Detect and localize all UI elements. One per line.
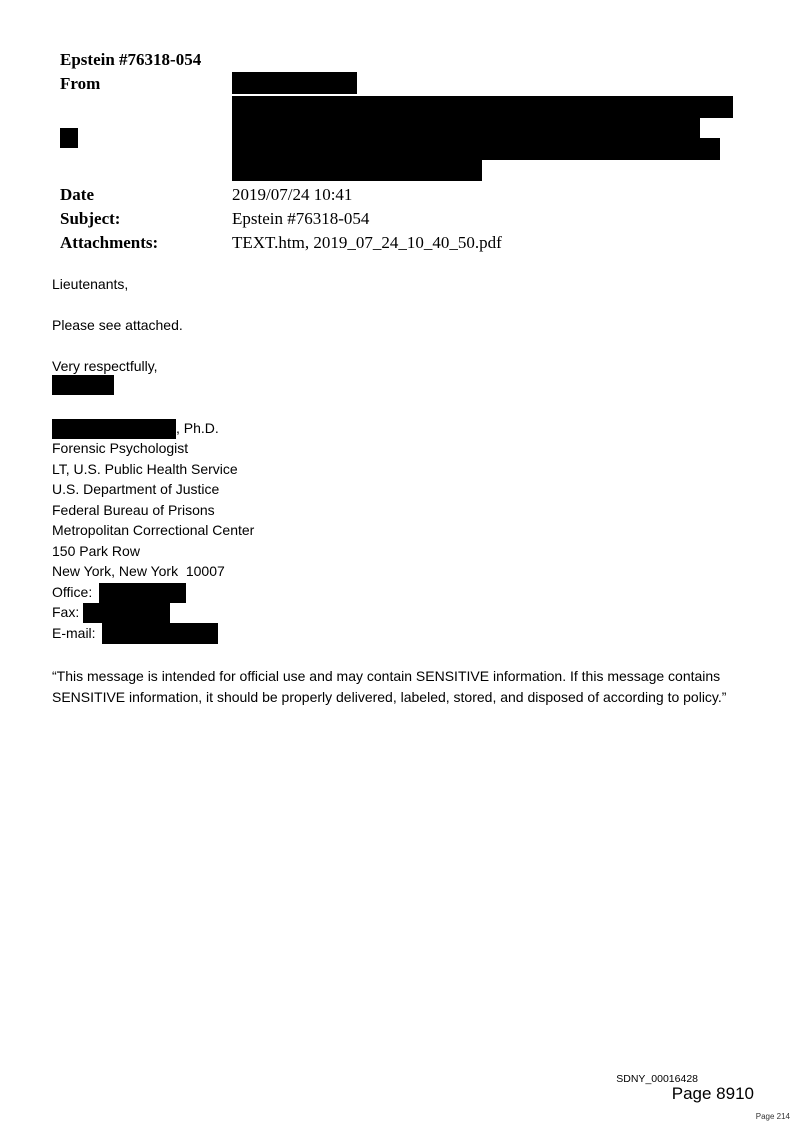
from-label: From [60, 74, 101, 93]
redaction-office-phone [99, 583, 186, 603]
closing: Very respectfully, [52, 358, 158, 374]
subject-label: Subject: [60, 209, 121, 228]
subject-value: Epstein #76318-054 [232, 209, 370, 228]
disclaimer: “This message is intended for official use and may contain SENSITIVE information. If this message contains SENSITIVE information, it should be properly delivered, labeled, stored, and disposed of according to policy.” [52, 668, 727, 705]
signature-line: Metropolitan Correctional Center [52, 522, 255, 538]
redaction-to-label [60, 128, 78, 148]
attachments-label: Attachments: [60, 233, 159, 252]
signature-line: U.S. Department of Justice [52, 481, 220, 497]
redaction-email-address [102, 623, 218, 644]
redaction-from-name [232, 72, 357, 94]
signature-line: Forensic Psychologist [52, 440, 189, 456]
redaction-recipients-1 [232, 96, 733, 118]
office-label: Office: [52, 584, 93, 600]
signature-line: 150 Park Row [52, 542, 140, 559]
redaction-fax-number [83, 603, 170, 623]
date-value: 2019/07/24 10:41 [232, 185, 353, 204]
signature-line: New York, New York 10007 [52, 563, 225, 579]
date-label: Date [60, 185, 94, 204]
redaction-recipients-4 [232, 160, 482, 181]
greeting: Lieutenants, [52, 276, 129, 292]
email-title: Epstein #76318-054 [60, 50, 202, 69]
page-number: Page 8910 [671, 1084, 754, 1103]
email-label: E-mail: [52, 625, 96, 641]
signature-line: Federal Bureau of Prisons [52, 501, 215, 518]
redaction-sender-first-name [52, 375, 114, 395]
message-text: Please see attached. [52, 317, 183, 333]
bates-number: SDNY_00016428 [616, 1073, 698, 1085]
redaction-sender-full-name [52, 419, 176, 439]
small-page-number: Page 214 [755, 1112, 790, 1121]
attachments-value: TEXT.htm, 2019_07_24_10_40_50.pdf [232, 233, 502, 252]
redaction-recipients-3 [232, 138, 720, 160]
fax-label: Fax: [52, 604, 80, 620]
degree-suffix: , Ph.D. [176, 420, 219, 436]
signature-line: LT, U.S. Public Health Service [52, 460, 238, 477]
redaction-recipients-2 [232, 118, 700, 138]
